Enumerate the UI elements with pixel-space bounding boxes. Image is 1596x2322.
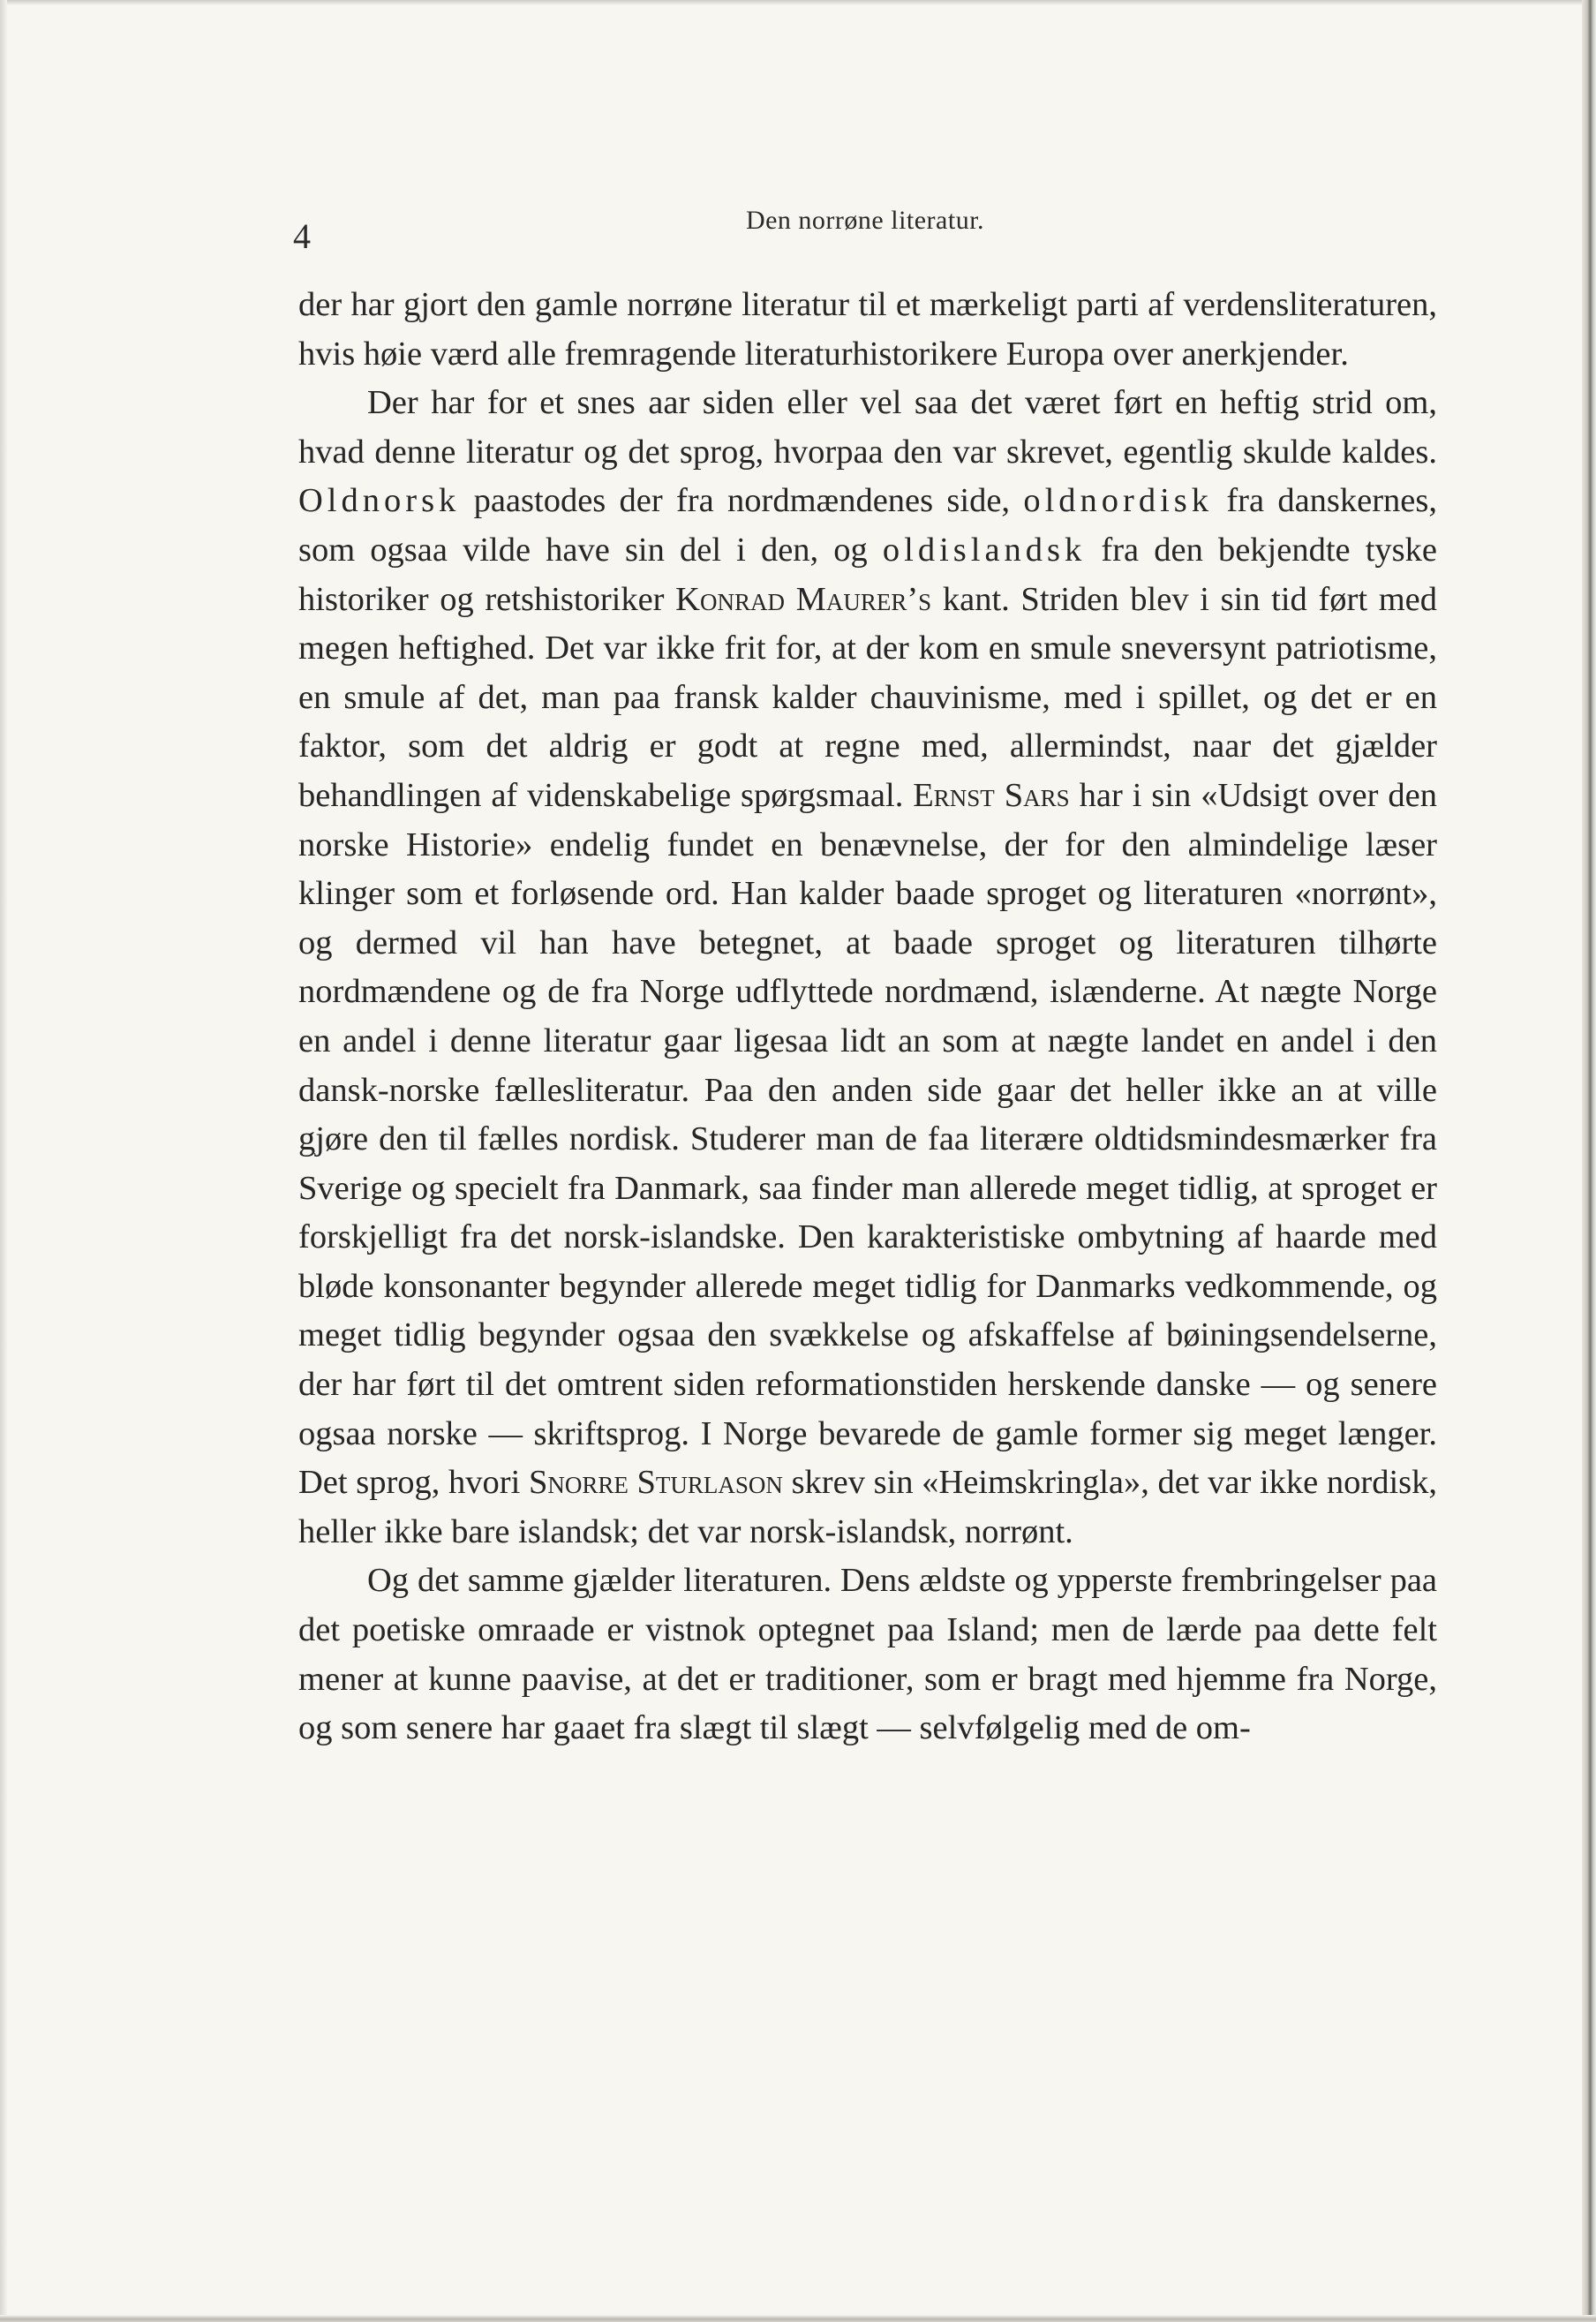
text-run: fra den bekjendte tyske historiker og retshistoriker xyxy=(298,531,1437,618)
page-bottom-edge xyxy=(0,2315,1596,2322)
page-left-edge xyxy=(0,0,7,2322)
running-title: Den norrøne literatur. xyxy=(745,206,985,235)
author-name: Konrad Maurer’s xyxy=(675,580,932,618)
text-run: kant. Striden blev i sin tid ført med megen heftighed. Det var ikke frit for, at der kom en smule sneversynt patriotisme, en smule af det, man paa fransk kalder chauvinisme, med i spillet, og det er en faktor, som det aldrig er godt at regne med, allermindst, naar det gjælder behandlingen af videnskabelige spørgsmaal. xyxy=(298,580,1437,814)
spaced-term: oldislandsk xyxy=(882,531,1087,569)
page-right-edge-shadow xyxy=(1582,0,1596,2322)
text-run: skrev sin «Heimskringla», det var ikke nordisk, heller ikke bare islandsk; det var norsk-islandsk, norrønt. xyxy=(298,1464,1438,1550)
author-name: Ernst Sars xyxy=(913,776,1070,814)
text-run: Og det samme gjælder literaturen. Dens ældste og ypperste frembringelser paa det poetiske omraade er vistnok optegnet paa Island; men de lærde paa dette felt mener at kunne paavise, at det er traditioner, som er bragt med hjemme fra Norge, og som senere har gaaet fra slægt til slægt — selvfølgelig med de om- xyxy=(298,1562,1437,1747)
running-header xyxy=(293,203,1437,256)
page-number: 4 xyxy=(293,216,311,256)
body-text xyxy=(298,281,1437,1753)
text-run: fra danskernes, som ogsaa vilde have sin del i den, og xyxy=(298,482,1437,569)
text-run: der har gjort den gamle norrøne literatur til et mærkeligt parti af verdensliteraturen, hvis høie værd alle fremragende literaturhistorikere Europa over anerkjender. xyxy=(298,286,1437,373)
page-top-edge xyxy=(0,0,1596,5)
text-run: Der har for et snes aar siden eller vel saa det været ført en heftig strid om, hvad denne literatur og det sprog, hvorpaa den var skrevet, egentlig skulde kaldes. xyxy=(298,384,1437,471)
text-run: paastodes der fra nordmændenes side, xyxy=(460,482,1024,520)
spaced-term: Oldnorsk xyxy=(298,482,461,520)
author-name: Snorre Sturlason xyxy=(528,1464,783,1502)
paragraph xyxy=(298,379,1437,1557)
text-run: har i sin «Udsigt over den norske Historie» endelig fundet en benævnelse, der for den almindelige læser klinger som et forløsende ord. Han kalder baade sproget og literaturen «norrønt», og dermed vil han have betegnet, at baade sproget og literaturen tilhørte nordmændene og de fra Norge udflyttede nordmænd, islænderne. At nægte Norge en andel i denne literatur gaar ligesaa lidt an som at nægte landet en andel i den dansk-norske fællesliteratur. Paa den anden side gaar det heller ikke an at ville gjøre den til fælles nordisk. Studerer man de faa literære oldtidsmindesmærker fra Sverige og specielt fra Danmark, saa finder man allerede meget tidlig, at sproget er forskjelligt fra det norsk-islandske. Den karakteristiske ombytning af haarde med bløde konsonanter begynder allerede meget tidlig for Danmarks vedkommende, og meget tidlig begynder ogsaa den svækkelse og afskaffelse af bøiningsendelserne, der har ført til det omtrent siden reformationstiden herskende danske — og senere ogsaa norske — skriftsprog. I Norge bevarede de gamle former sig meget længer. Det sprog, hvori xyxy=(298,776,1437,1502)
paragraph xyxy=(298,1557,1437,1753)
paragraph xyxy=(298,281,1437,379)
spaced-term: oldnordisk xyxy=(1023,482,1214,520)
